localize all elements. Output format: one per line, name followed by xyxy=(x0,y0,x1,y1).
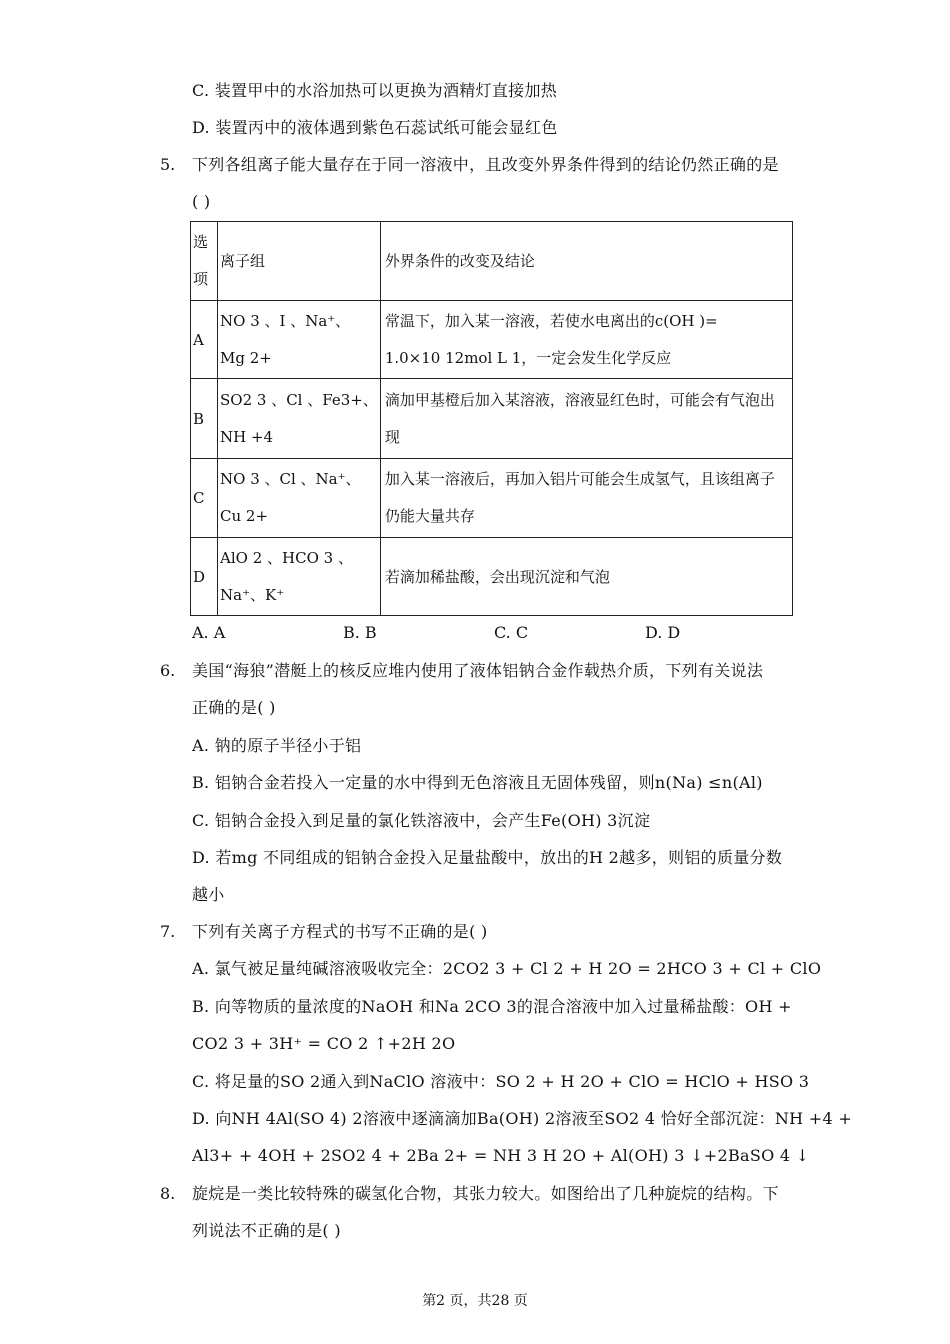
q4-option-c: C. 装置甲中的水浴加热可以更换为酒精灯直接加热 xyxy=(192,81,558,100)
row-ions: SO2 3 、Cl 、Fe3+、 NH +4 xyxy=(218,379,381,459)
q7-stem: 下列有关离子方程式的书写不正确的是( ) xyxy=(192,922,488,941)
row-option: A xyxy=(191,301,218,379)
q7-option-b-line2: CO2 3 + 3H⁺ = CO 2 ↑+2H 2O xyxy=(192,1034,456,1053)
q4-option-d: D. 装置丙中的液体遇到紫色石蕊试纸可能会显红色 xyxy=(192,118,558,137)
q8-stem-line1: 旋烷是一类比较特殊的碳氢化合物，其张力较大。如图给出了几种旋烷的结构。下 xyxy=(192,1184,779,1203)
q6-option-b: B. 铝钠合金若投入一定量的水中得到无色溶液且无固体残留，则n(Na) ≤n(Al) xyxy=(192,773,763,792)
q6-option-d-line1: D. 若mg 不同组成的铝钠合金投入足量盐酸中，放出的H 2越多，则铝的质量分数 xyxy=(192,848,783,867)
q6-option-c: C. 铝钠合金投入到足量的氯化铁溶液中，会产生Fe(OH) 3沉淀 xyxy=(192,811,651,830)
row-ions: AlO 2 、HCO 3 、 Na⁺、K⁺ xyxy=(218,538,381,616)
row-ions: NO 3 、I 、Na⁺、 Mg 2+ xyxy=(218,301,381,379)
q5-choice-a: A. A xyxy=(192,623,226,642)
table-row xyxy=(191,538,793,616)
q5-table xyxy=(190,221,793,616)
q6-number: 6. xyxy=(160,661,176,680)
q5-choice-d: D. D xyxy=(645,623,681,642)
q5-choice-c: C. C xyxy=(494,623,529,642)
q7-option-a: A. 氯气被足量纯碱溶液吸收完全：2CO2 3 + Cl 2 + H 2O = 2HCO 3 + Cl + ClO xyxy=(192,959,822,978)
q7-number: 7. xyxy=(160,922,176,941)
header-ions: 离子组 xyxy=(218,222,381,301)
q5-stem-line1: 下列各组离子能大量存在于同一溶液中，且改变外界条件得到的结论仍然正确的是 xyxy=(192,155,779,174)
row-option: D xyxy=(191,538,218,616)
q6-stem-line2: 正确的是( ) xyxy=(192,698,276,717)
q5-stem-line2: ( ) xyxy=(192,192,211,211)
row-conclusion: 常温下，加入某一溶液，若使水电离出的c(OH )= 1.0×10 12mol L 1，一定会发生化学反应 xyxy=(380,301,792,379)
q7-option-d-line2: Al3+ + 4OH + 2SO2 4 + 2Ba 2+ = NH 3 H 2O + Al(OH) 3 ↓+2BaSO 4 ↓ xyxy=(192,1146,810,1165)
q5-number: 5. xyxy=(160,155,176,174)
table-row xyxy=(191,301,793,379)
row-conclusion: 加入某一溶液后，再加入铝片可能会生成氢气，且该组离子 仍能大量共存 xyxy=(380,459,792,538)
q8-stem-line2: 列说法不正确的是( ) xyxy=(192,1221,341,1240)
table-row xyxy=(191,379,793,459)
row-conclusion: 滴加甲基橙后加入某溶液，溶液显红色时，可能会有气泡出 现 xyxy=(380,379,792,459)
row-option: B xyxy=(191,379,218,459)
row-ions: NO 3 、Cl 、Na⁺、 Cu 2+ xyxy=(218,459,381,538)
header-option: 选 项 xyxy=(191,222,218,301)
q6-option-d-line2: 越小 xyxy=(192,885,225,904)
q6-stem-line1: 美国“海狼”潜艇上的核反应堆内使用了液体铝钠合金作载热介质，下列有关说法 xyxy=(192,661,764,680)
header-conclusion: 外界条件的改变及结论 xyxy=(380,222,792,301)
row-conclusion: 若滴加稀盐酸，会出现沉淀和气泡 xyxy=(380,538,792,616)
q5-choice-b: B. B xyxy=(343,623,377,642)
q8-number: 8. xyxy=(160,1184,176,1203)
table-row xyxy=(191,459,793,538)
table-header-row xyxy=(191,222,793,301)
q7-option-c: C. 将足量的SO 2通入到NaClO 溶液中：SO 2 + H 2O + ClO = HClO + HSO 3 xyxy=(192,1072,810,1091)
row-option: C xyxy=(191,459,218,538)
q7-option-b-line1: B. 向等物质的量浓度的NaOH 和Na 2CO 3的混合溶液中加入过量稀盐酸：OH + xyxy=(192,997,792,1016)
page-footer: 第2 页，共28 页 xyxy=(422,1293,528,1309)
q7-option-d-line1: D. 向NH 4Al(SO 4) 2溶液中逐滴滴加Ba(OH) 2溶液至SO2 4 恰好全部沉淀：NH +4 + xyxy=(192,1109,853,1128)
q6-option-a: A. 钠的原子半径小于铝 xyxy=(192,736,362,755)
